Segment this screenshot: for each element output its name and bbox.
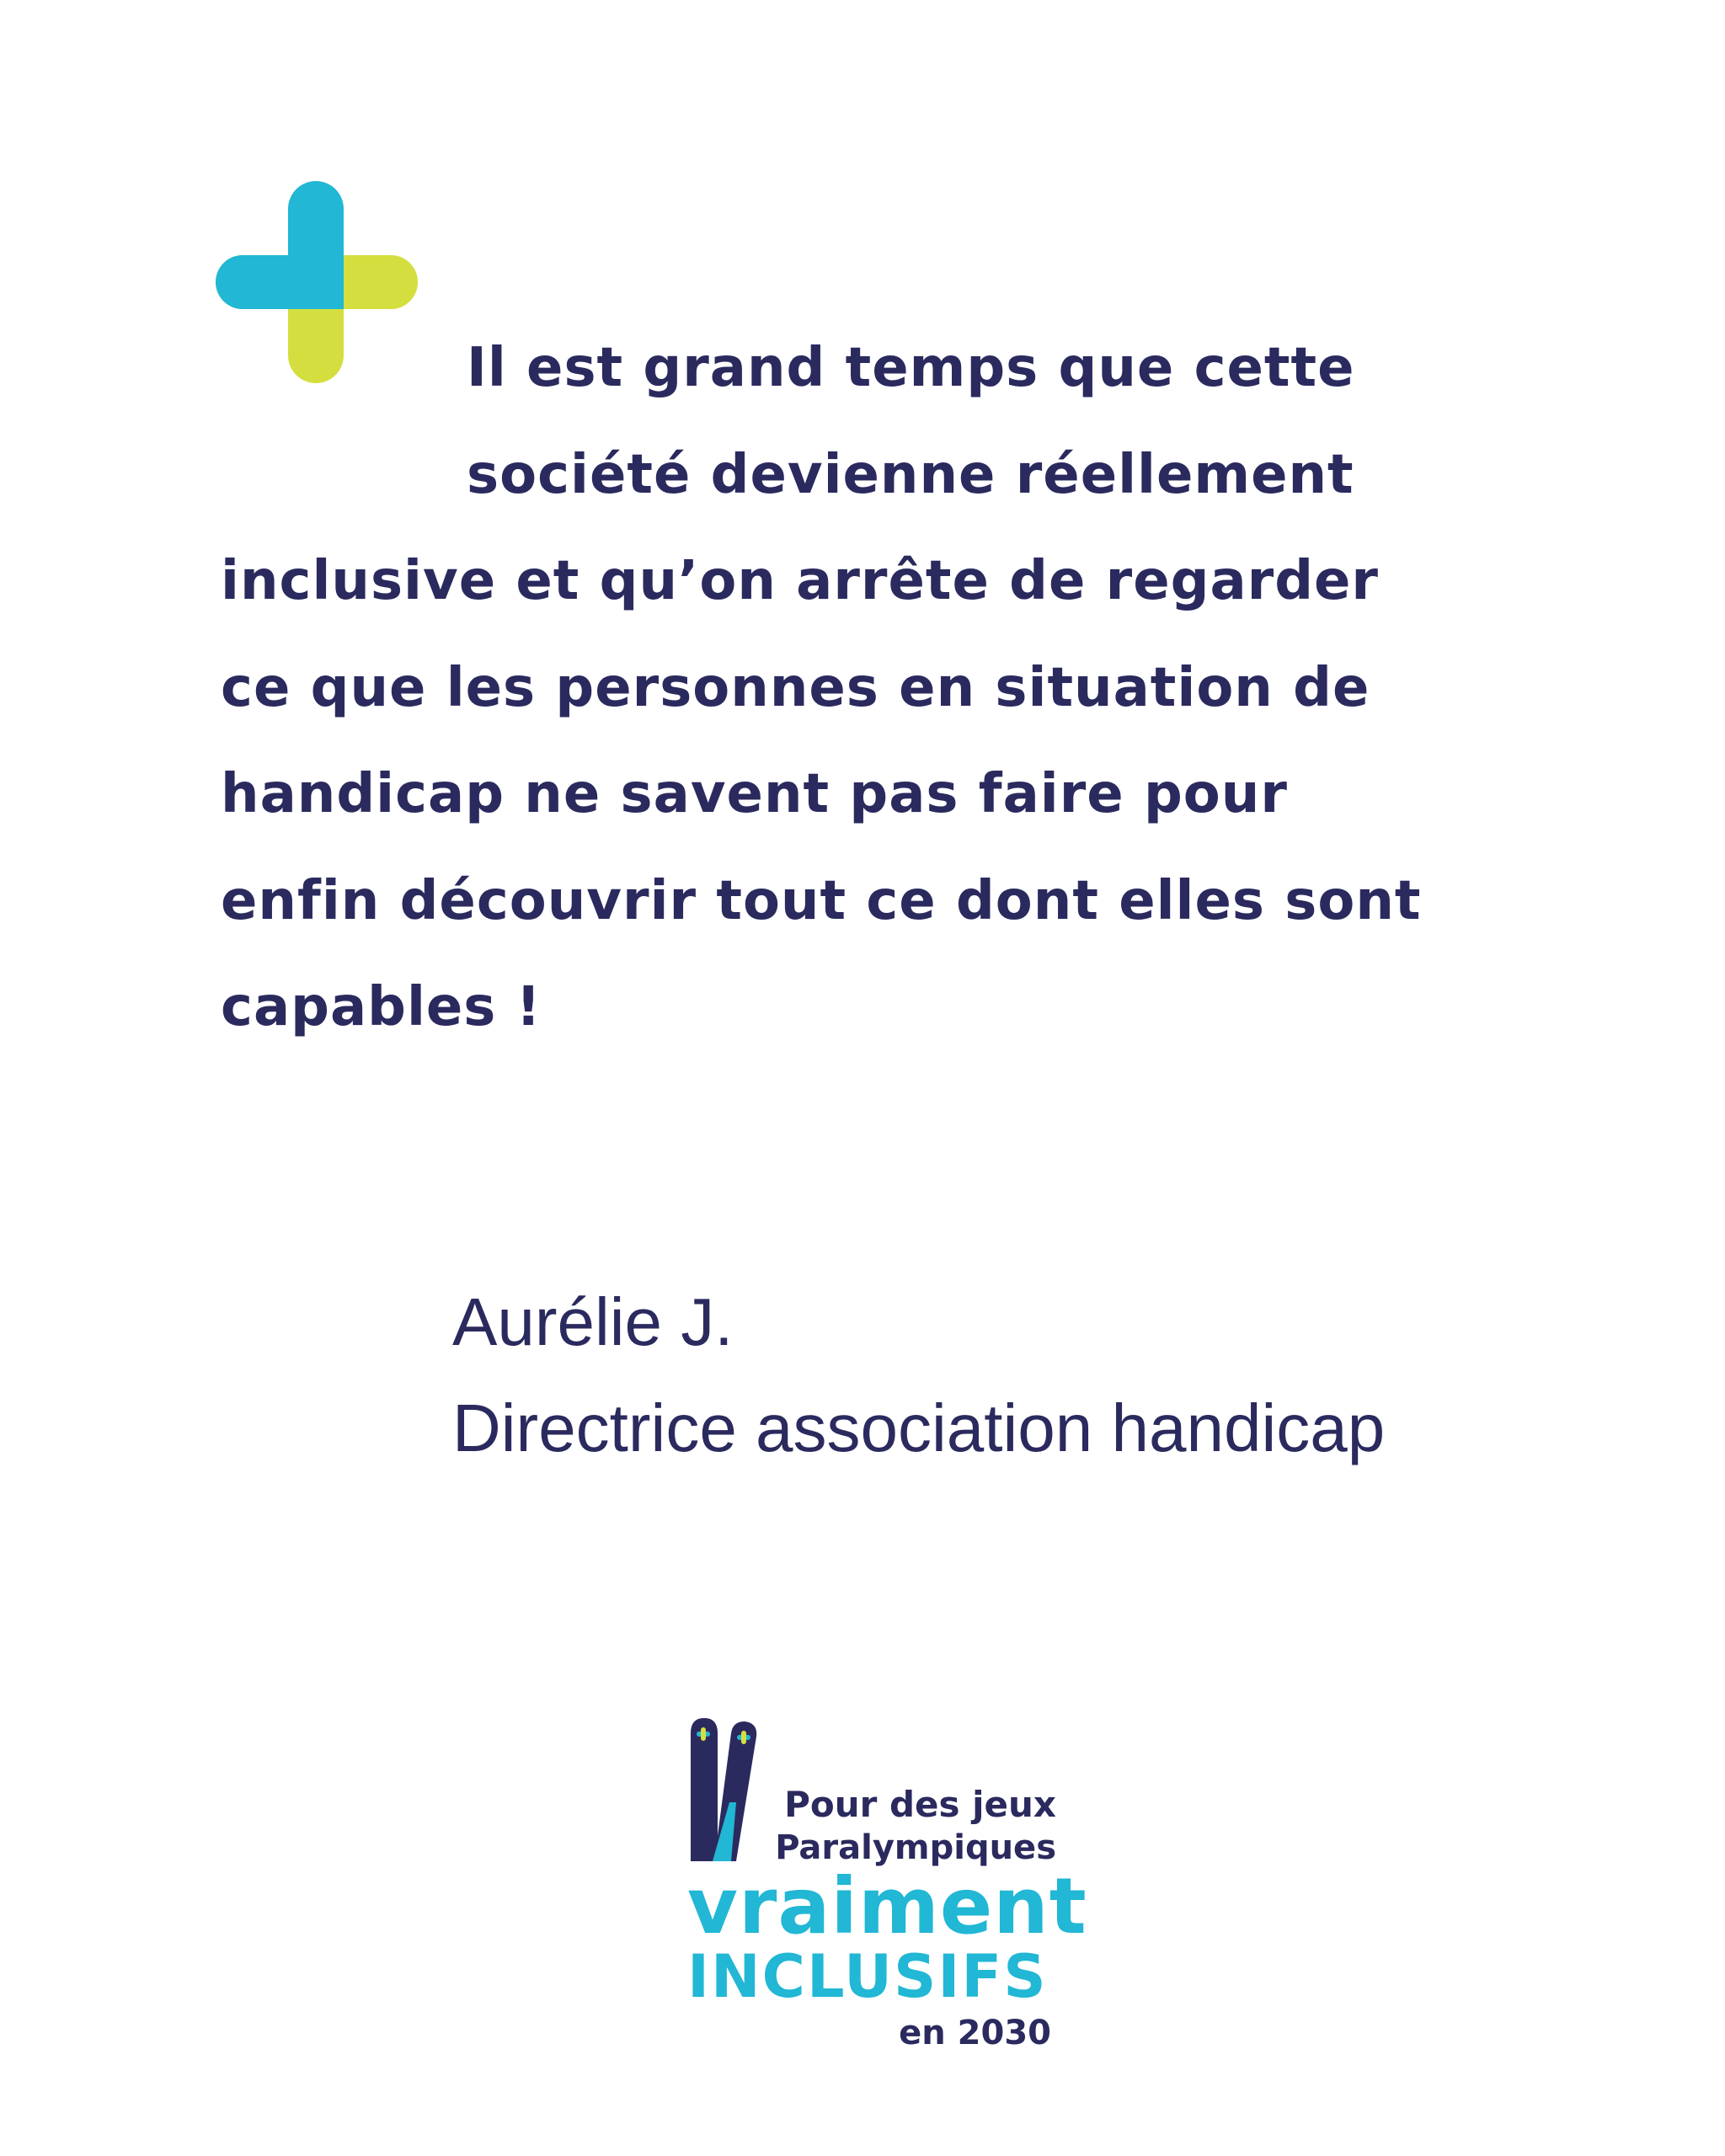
campaign-logo [687,1718,1087,2055]
quote-line: handicap ne savent pas faire pour [221,763,1288,825]
quote-line: inclusive et qu’on arrête de regarder [221,550,1379,612]
quote-line: enfin découvrir tout ce dont elles sont [221,870,1422,932]
logo-line-4: INCLUSIFS [687,1942,1048,2011]
author-name: Aurélie J. [452,1284,734,1359]
logo-line-3: vraiment [687,1861,1087,1951]
paralympic-logo-mark-icon [689,1718,761,1870]
plus-icon [216,181,418,383]
logo-line-5: en 2030 [899,2014,1051,2052]
author-role: Directrice association handicap [452,1390,1386,1465]
logo-line-1: Pour des jeux [784,1784,1056,1825]
quote-line: capables ! [221,976,542,1038]
quote-line: société devienne réellement [467,444,1354,506]
logo-line-2: Paralympiques [775,1828,1056,1867]
quote-line: ce que les personnes en situation de [221,657,1370,719]
quote-line: Il est grand temps que cette [467,337,1355,399]
